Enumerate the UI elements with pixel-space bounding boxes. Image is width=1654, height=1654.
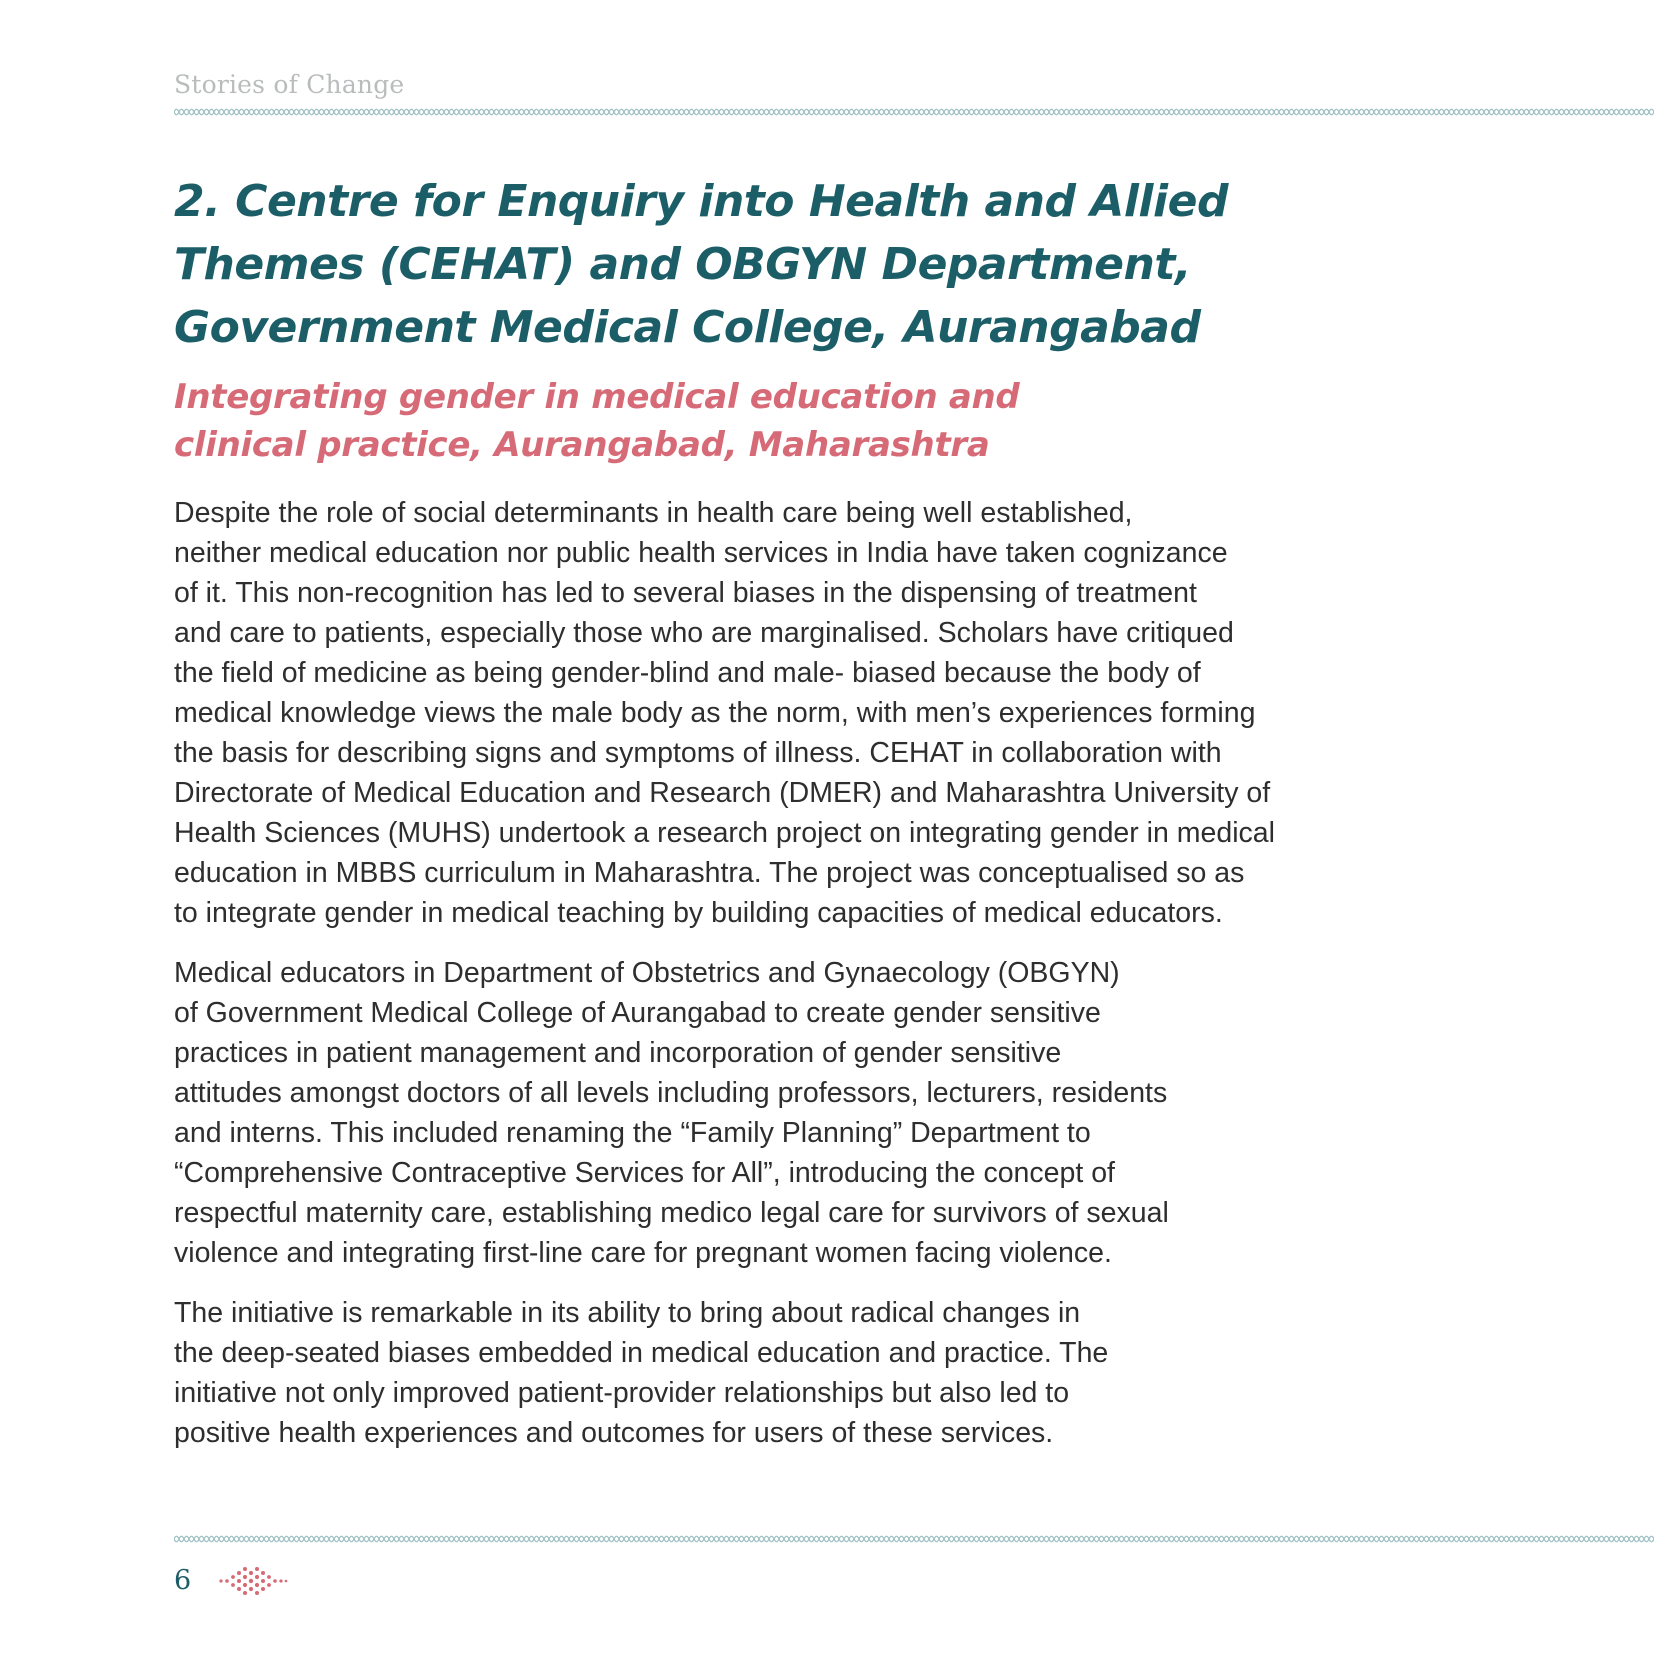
text-line: initiative not only improved patient-provider relationships but also led to (174, 1377, 1070, 1409)
title-line: 2. Centre for Enquiry into Health and Allied (174, 176, 1228, 227)
text-line: to integrate gender in medical teaching by building capacities of medical educators. (174, 897, 1223, 929)
text-line: education in MBBS curriculum in Maharashtra. The project was conceptualised so as (174, 857, 1245, 889)
paragraph-1 (174, 493, 1594, 933)
text-line: and care to patients, especially those who are marginalised. Scholars have critiqued (174, 617, 1234, 649)
page-number: 6 (174, 1565, 192, 1596)
bottom-decorative-rule (174, 1533, 1654, 1545)
text-line: Despite the role of social determinants in health care being well established, (174, 497, 1133, 529)
text-line: respectful maternity care, establishing medico legal care for survivors of sexual (174, 1197, 1169, 1229)
text-line: violence and integrating first-line care for pregnant women facing violence. (174, 1237, 1112, 1269)
running-header: Stories of Change (174, 70, 405, 99)
text-line: practices in patient management and incorporation of gender sensitive (174, 1037, 1062, 1069)
text-line: “Comprehensive Contraceptive Services for All”, introducing the concept of (174, 1157, 1115, 1189)
top-decorative-rule (174, 106, 1654, 118)
title-line: Themes (CEHAT) and OBGYN Department, (174, 239, 1192, 290)
paragraph-3 (174, 1293, 1594, 1453)
title-line: Government Medical College, Aurangabad (174, 302, 1201, 353)
text-line: Health Sciences (MUHS) undertook a research project on integrating gender in medical (174, 817, 1275, 849)
text-line: and interns. This included renaming the “Family Planning” Department to (174, 1117, 1091, 1149)
dotted-diamond-ornament-icon (217, 1565, 289, 1597)
text-line: neither medical education nor public health services in India have taken cognizance (174, 537, 1228, 569)
text-line: the deep-seated biases embedded in medical education and practice. The (174, 1337, 1109, 1369)
text-line: positive health experiences and outcomes for users of these services. (174, 1417, 1054, 1449)
text-line: Medical educators in Department of Obstetrics and Gynaecology (OBGYN) (174, 957, 1120, 989)
subtitle-line: clinical practice, Aurangabad, Maharashtra (174, 425, 990, 465)
text-line: medical knowledge views the male body as the norm, with men’s experiences forming (174, 697, 1256, 729)
text-line: the field of medicine as being gender-blind and male- biased because the body of (174, 657, 1201, 689)
article-subtitle (174, 373, 1374, 469)
text-line: The initiative is remarkable in its ability to bring about radical changes in (174, 1297, 1081, 1329)
text-line: Directorate of Medical Education and Research (DMER) and Maharashtra University of (174, 777, 1271, 809)
paragraph-2 (174, 953, 1594, 1273)
text-line: the basis for describing signs and symptoms of illness. CEHAT in collaboration with (174, 737, 1222, 769)
text-line: of Government Medical College of Aurangabad to create gender sensitive (174, 997, 1101, 1029)
article-title (174, 170, 1374, 359)
text-line: of it. This non-recognition has led to several biases in the dispensing of treatment (174, 577, 1197, 609)
text-line: attitudes amongst doctors of all levels including professors, lecturers, residents (174, 1077, 1168, 1109)
subtitle-line: Integrating gender in medical education and (174, 377, 1020, 417)
